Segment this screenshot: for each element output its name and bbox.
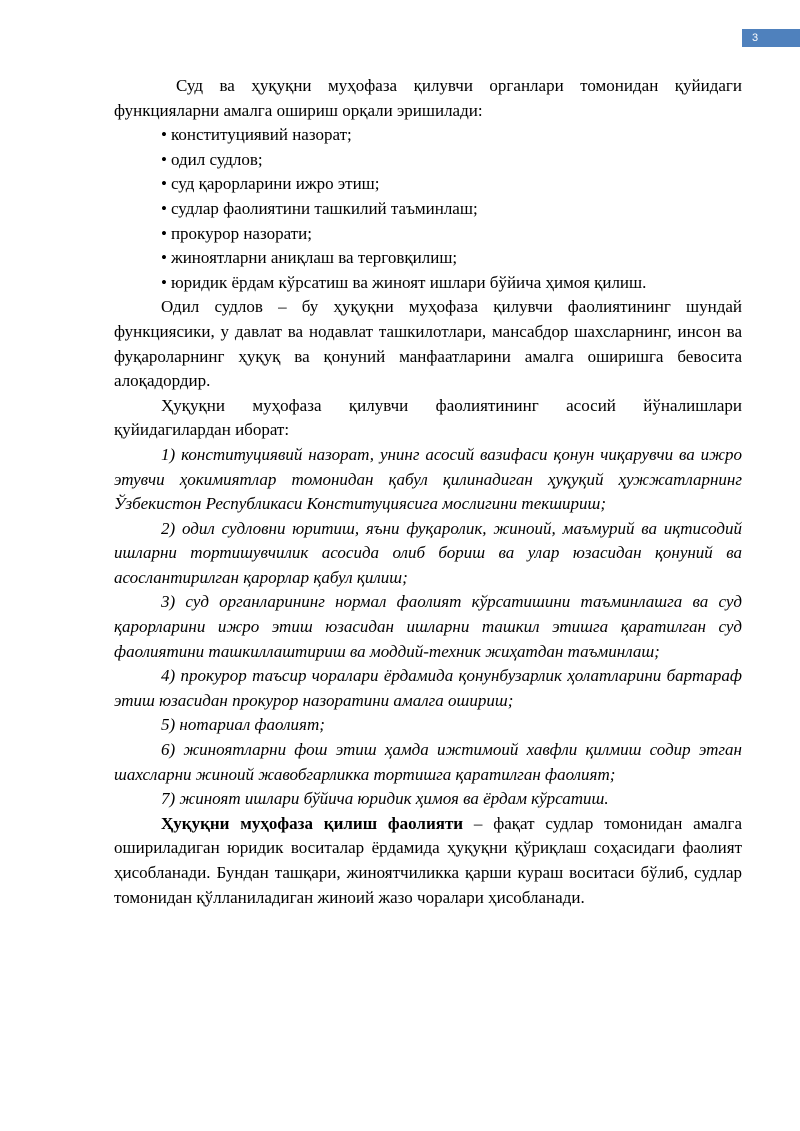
list-item: • одил судлов; [161,149,263,169]
numbered-item: 1) конституциявий назорат, унинг асосий вазифаси қонун чиқарувчи ва ижро этувчи ҳокимиятлар томонидан қабул қилинадиган ҳуқуқий ҳужжатларнинг Ўзбекистон Республикаси Конституциясига мослигини текшириш; [114,444,742,514]
numbered-item: 5) нотариал фаолият; [161,715,325,735]
bullet-icon: • [161,272,167,292]
numbered-item: 6) жиноятларни фош этиш ҳамда ижтимоий хавфли қилмиш содир этган шахсларни жиноий жавобгарликка тортишга қаратилган фаолият; [114,740,742,784]
final-paragraph [114,812,742,910]
list-item: • юридик ёрдам кўрсатиш ва жиноят ишлари бўйича ҳимоя қилиш. [161,272,647,292]
numbered-item: 7) жиноят ишлари бўйича юридик ҳимоя ва ёрдам кўрсатиш. [161,789,609,809]
bullet-icon: • [161,149,167,169]
intro-paragraph: Суд ва ҳуқуқни муҳофаза қилувчи органлари томонидан қуйидаги функцияларни амалга ошириш орқали эришилади: [114,76,742,120]
list-item: • конституциявий назорат; [161,125,352,145]
final-definition: – фақат судлар томонидан амалга ошириладиган юридик воситалар ёрдамида ҳуқуқни қўриқлаш соҳасидаги фаолият ҳисобланади. Бундан ташқари, жиноятчиликка қарши кураш воситаси бўлиб, судлар томонидан қўлланиладиган жиноий жазо чоралари ҳисобланади. [114,813,742,907]
numbered-item: 3) суд органларининг нормал фаолият кўрсатишини таъминлашга ва суд қарорларини ижро этиш юзасидан ишларни ташкил этишга қаратилган суд фаолиятини ташкиллаштириш ва моддий-техник жиҳатдан таъминлаш; [114,592,742,661]
list-item: • жиноятларни аниқлаш ва терговқилиш; [161,248,458,268]
page-number-badge [742,29,800,47]
numbered-item: 4) прокурор таъсир чоралари ёрдамида қонунбузарлик ҳолатларини бартараф этиш юзасидан прокурор назоратини амалга ошириш; [114,666,742,710]
bullet-icon: • [161,125,167,145]
bullet-icon: • [161,248,167,268]
page-number: 3 [752,32,759,44]
list-item: • суд қарорларини ижро этиш; [161,174,380,194]
numbered-item: 2) одил судловни юритиш, яъни фуқаролик, жиноий, маъмурий ва иқтисодий ишларни тортишувчилик асосида олиб бориш ва улар юзасидан қонуний ва асослантирилган қарорлар қабул қилиш; [114,518,742,587]
justice-paragraph: Одил судлов – бу ҳуқуқни муҳофаза қилувчи фаолиятининг шундай функциясики, у давлат ва нодавлат ташкилотлари, мансабдор шахсларнинг, инсон ва фуқароларнинг ҳуқуқ ва қонуний манфаатларини амалга оширишга бевосита алоқадордир. [114,297,742,391]
list-item: • судлар фаолиятини ташкилий таъминлаш; [161,198,478,218]
bullet-icon: • [161,174,167,194]
directions-paragraph: Ҳуқуқни муҳофаза қилувчи фаолиятининг асосий йўналишлари қуйидагилардан иборат: [114,395,742,440]
final-term: Ҳуқуқни муҳофаза қилиш фаолияти [161,813,464,833]
list-item: • прокурор назорати; [161,223,312,243]
bullet-icon: • [161,198,167,218]
document-body [114,74,742,910]
functions-list [114,123,742,295]
bullet-icon: • [161,223,167,243]
